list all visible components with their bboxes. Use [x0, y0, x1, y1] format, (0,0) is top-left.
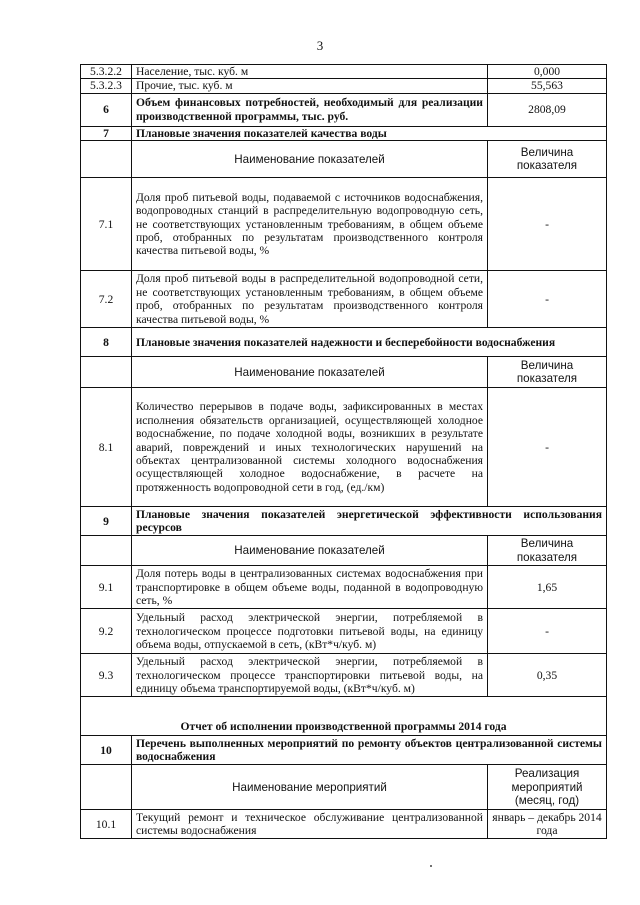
- column-header-value: Величина показателя: [488, 141, 607, 178]
- report-title-row: [81, 697, 607, 736]
- section-title: Плановые значения показателей энергетической эффективности использования ресурсов: [132, 507, 607, 536]
- row-value: -: [488, 609, 607, 654]
- section-number: 10: [81, 736, 132, 765]
- row-text: Количество перерывов в подаче воды, зафиксированных в местах исполнения обязательств организацией, осуществляющей холодное водоснабжение, по подаче холодной воды, возникших в результате аварий, повреждений и иных технологических нарушений на объектах централизованной системы холодного водоснабжения осуществляющей холодное водоснабжение, в расчете на протяженность водопроводной сети в год, (ед./км): [132, 388, 488, 507]
- program-table: [80, 64, 607, 839]
- row-value: 1,65: [488, 566, 607, 609]
- section-number: 8: [81, 328, 132, 357]
- table-row: [81, 388, 607, 507]
- section-title: Плановые значения показателей надежности и бесперебойности водоснабжения: [132, 328, 607, 357]
- row-text: Доля проб питьевой воды в распределительной водопроводной сети, не соответствующих установленным требованиям, в общем объеме проб, отобранных по результатам производственного контроля качества питьевой воды, %: [132, 271, 488, 328]
- table-row: [81, 566, 607, 609]
- row-text: Удельный расход электрической энергии, потребляемой в технологическом процессе подготовки питьевой воды, на единицу объема воды, отпускаемой в сеть, (кВт*ч/куб. м): [132, 609, 488, 654]
- empty-cell: [81, 765, 132, 810]
- row-value: январь – декабрь 2014 года: [488, 810, 607, 839]
- section-row: [81, 328, 607, 357]
- table-row: [81, 93, 607, 126]
- row-number: 10.1: [81, 810, 132, 839]
- empty-cell: [81, 357, 132, 388]
- section-row: [81, 736, 607, 765]
- column-header-row: [81, 141, 607, 178]
- column-header-row: [81, 536, 607, 566]
- section-number: 7: [81, 126, 132, 140]
- section-title: Плановые значения показателей качества воды: [132, 126, 607, 140]
- row-text: Прочие, тыс. куб. м: [132, 79, 488, 93]
- row-number: 7.2: [81, 271, 132, 328]
- column-header-name: Наименование мероприятий: [132, 765, 488, 810]
- section-title: Перечень выполненных мероприятий по ремонту объектов централизованной системы водоснабжения: [132, 736, 607, 765]
- row-text: Текущий ремонт и техническое обслуживание централизованной системы водоснабжения: [132, 810, 488, 839]
- row-text: Доля потерь воды в централизованных системах водоснабжения при транспортировке в общем объеме воды, поданной в водопроводную сеть, %: [132, 566, 488, 609]
- column-header-name: Наименование показателей: [132, 536, 488, 566]
- table-row: [81, 810, 607, 839]
- table-row: [81, 609, 607, 654]
- row-number: 7.1: [81, 178, 132, 271]
- page-number: 3: [316, 38, 324, 53]
- report-title: Отчет об исполнении производственной программы 2014 года: [81, 697, 607, 736]
- section-number: 9: [81, 507, 132, 536]
- column-header-row: [81, 765, 607, 810]
- row-value: -: [488, 388, 607, 507]
- row-number: 9.3: [81, 654, 132, 697]
- row-number: 5.3.2.3: [81, 79, 132, 93]
- row-value: -: [488, 271, 607, 328]
- row-value: 55,563: [488, 79, 607, 93]
- table-row: [81, 178, 607, 271]
- column-header-value: Величина показателя: [488, 357, 607, 388]
- column-header-name: Наименование показателей: [132, 141, 488, 178]
- row-value: 0,35: [488, 654, 607, 697]
- column-header-value: Реализация мероприятий (месяц, год): [488, 765, 607, 810]
- row-number: 9.2: [81, 609, 132, 654]
- table-row: [81, 79, 607, 93]
- table-row: [81, 271, 607, 328]
- section-row: [81, 126, 607, 140]
- column-header-value: Величина показателя: [488, 536, 607, 566]
- table-row: [81, 654, 607, 697]
- row-value: 0,000: [488, 65, 607, 79]
- table-row: [81, 65, 607, 79]
- empty-cell: [81, 141, 132, 178]
- empty-cell: [81, 536, 132, 566]
- section-row: [81, 507, 607, 536]
- row-text: Удельный расход электрической энергии, потребляемой в технологическом процессе транспортировки питьевой воды, на единицу объема транспортируемой воды, (кВт*ч/куб. м): [132, 654, 488, 697]
- row-number: 8.1: [81, 388, 132, 507]
- column-header-name: Наименование показателей: [132, 357, 488, 388]
- scan-speck: [430, 865, 432, 867]
- row-text: Объем финансовых потребностей, необходимый для реализации производственной программы, тыс. руб.: [132, 93, 488, 126]
- row-value: -: [488, 178, 607, 271]
- row-number: 5.3.2.2: [81, 65, 132, 79]
- row-text: Население, тыс. куб. м: [132, 65, 488, 79]
- row-text: Доля проб питьевой воды, подаваемой с источников водоснабжения, водопроводных станций в распределительную водопроводную сеть, не соответствующих установленным требованиям, в общем объеме проб, отобранных по результатам производственного контроля качества питьевой воды, %: [132, 178, 488, 271]
- row-number: 9.1: [81, 566, 132, 609]
- row-number: 6: [81, 93, 132, 126]
- column-header-row: [81, 357, 607, 388]
- row-value: 2808,09: [488, 93, 607, 126]
